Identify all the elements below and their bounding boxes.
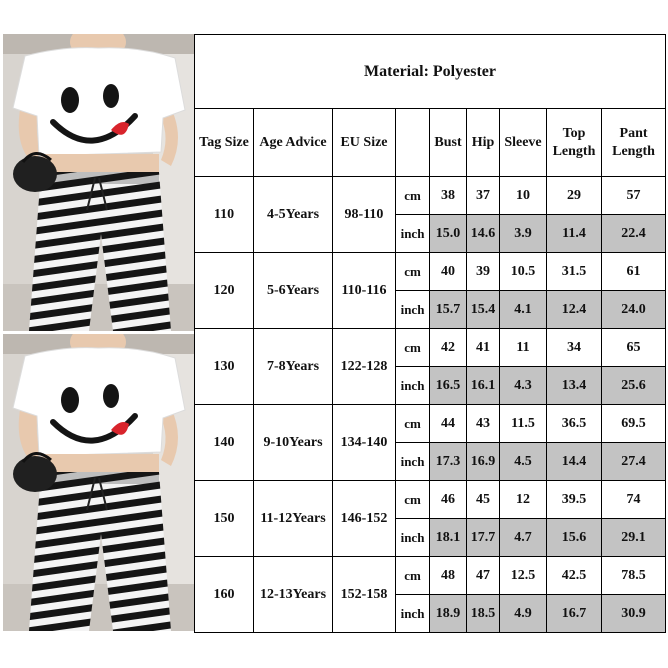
eu-size-cell: 122-128 [333,329,396,405]
pant-length-cm-value: 61 [602,253,666,291]
top-length-inch-value: 14.4 [547,443,602,481]
hip-cm-value: 47 [467,557,500,595]
unit-cm-label: cm [396,557,430,595]
header-top-length-line1: Top [562,125,586,141]
size-row-cm [195,253,666,291]
top-length-cm-value: 31.5 [547,253,602,291]
age-advice-cell: 7-8Years [254,329,333,405]
bust-cm-value: 40 [430,253,467,291]
eu-size-cell: 134-140 [333,405,396,481]
size-row-cm [195,329,666,367]
size-row-cm [195,557,666,595]
size-chart-table [194,34,666,633]
pant-length-cm-value: 57 [602,177,666,215]
unit-inch-label: inch [396,215,430,253]
sleeve-cm-value: 10.5 [500,253,547,291]
header-pant-length-line2: Length [612,143,655,159]
material-label: Material: Polyester [195,35,666,109]
hip-inch-value: 16.1 [467,367,500,405]
unit-inch-label: inch [396,519,430,557]
top-length-inch-value: 12.4 [547,291,602,329]
sleeve-inch-value: 4.7 [500,519,547,557]
eu-size-cell: 110-116 [333,253,396,329]
sleeve-cm-value: 10 [500,177,547,215]
unit-inch-label: inch [396,367,430,405]
unit-inch-label: inch [396,595,430,633]
hip-cm-value: 41 [467,329,500,367]
hip-cm-value: 43 [467,405,500,443]
hip-inch-value: 17.7 [467,519,500,557]
age-advice-cell: 5-6Years [254,253,333,329]
unit-cm-label: cm [396,177,430,215]
hip-inch-value: 14.6 [467,215,500,253]
pant-length-inch-value: 22.4 [602,215,666,253]
hip-cm-value: 45 [467,481,500,519]
sleeve-cm-value: 12 [500,481,547,519]
product-photo-front-duplicate [3,334,194,631]
header-sleeve: Sleeve [500,109,547,177]
bust-inch-value: 17.3 [430,443,467,481]
header-hip: Hip [467,109,500,177]
product-photo-front [3,34,194,331]
top-length-inch-value: 15.6 [547,519,602,557]
hip-cm-value: 39 [467,253,500,291]
age-advice-cell: 9-10Years [254,405,333,481]
top-length-cm-value: 42.5 [547,557,602,595]
top-length-cm-value: 36.5 [547,405,602,443]
eu-size-cell: 146-152 [333,481,396,557]
pant-length-cm-value: 74 [602,481,666,519]
size-row-cm [195,405,666,443]
bust-inch-value: 18.9 [430,595,467,633]
bust-cm-value: 38 [430,177,467,215]
eu-size-cell: 152-158 [333,557,396,633]
sleeve-inch-value: 4.1 [500,291,547,329]
unit-cm-label: cm [396,481,430,519]
tag-size-cell: 120 [195,253,254,329]
sleeve-cm-value: 11.5 [500,405,547,443]
sleeve-inch-value: 4.5 [500,443,547,481]
header-tag-size: Tag Size [195,109,254,177]
hip-cm-value: 37 [467,177,500,215]
top-length-inch-value: 16.7 [547,595,602,633]
top-length-inch-value: 13.4 [547,367,602,405]
unit-inch-label: inch [396,291,430,329]
pant-length-inch-value: 29.1 [602,519,666,557]
pant-length-inch-value: 24.0 [602,291,666,329]
sleeve-inch-value: 4.3 [500,367,547,405]
unit-cm-label: cm [396,329,430,367]
top-length-cm-value: 29 [547,177,602,215]
header-unit-blank [396,109,430,177]
tag-size-cell: 110 [195,177,254,253]
tag-size-cell: 160 [195,557,254,633]
hip-inch-value: 18.5 [467,595,500,633]
hip-inch-value: 15.4 [467,291,500,329]
bust-cm-value: 48 [430,557,467,595]
unit-cm-label: cm [396,405,430,443]
bust-inch-value: 15.7 [430,291,467,329]
bust-cm-value: 44 [430,405,467,443]
top-length-cm-value: 34 [547,329,602,367]
tag-size-cell: 130 [195,329,254,405]
pant-length-cm-value: 78.5 [602,557,666,595]
header-bust: Bust [430,109,467,177]
sleeve-cm-value: 12.5 [500,557,547,595]
bust-cm-value: 42 [430,329,467,367]
pant-length-inch-value: 27.4 [602,443,666,481]
hip-inch-value: 16.9 [467,443,500,481]
sleeve-inch-value: 4.9 [500,595,547,633]
pant-length-inch-value: 30.9 [602,595,666,633]
bust-inch-value: 15.0 [430,215,467,253]
header-eu-size: EU Size [333,109,396,177]
pant-length-cm-value: 69.5 [602,405,666,443]
age-advice-cell: 11-12Years [254,481,333,557]
size-row-cm [195,481,666,519]
age-advice-cell: 4-5Years [254,177,333,253]
tag-size-cell: 140 [195,405,254,481]
bust-inch-value: 16.5 [430,367,467,405]
header-top-length-line2: Length [552,143,596,159]
bust-cm-value: 46 [430,481,467,519]
eu-size-cell: 98-110 [333,177,396,253]
sleeve-cm-value: 11 [500,329,547,367]
bust-inch-value: 18.1 [430,519,467,557]
product-photos [3,34,194,632]
pant-length-inch-value: 25.6 [602,367,666,405]
header-pant-length [602,109,666,177]
top-length-cm-value: 39.5 [547,481,602,519]
pant-length-cm-value: 65 [602,329,666,367]
tag-size-cell: 150 [195,481,254,557]
header-pant-length-line1: Pant [619,125,648,141]
header-age-advice: Age Advice [254,109,333,177]
sleeve-inch-value: 3.9 [500,215,547,253]
unit-inch-label: inch [396,443,430,481]
age-advice-cell: 12-13Years [254,557,333,633]
size-row-cm [195,177,666,215]
header-top-length [547,109,602,177]
unit-cm-label: cm [396,253,430,291]
top-length-inch-value: 11.4 [547,215,602,253]
